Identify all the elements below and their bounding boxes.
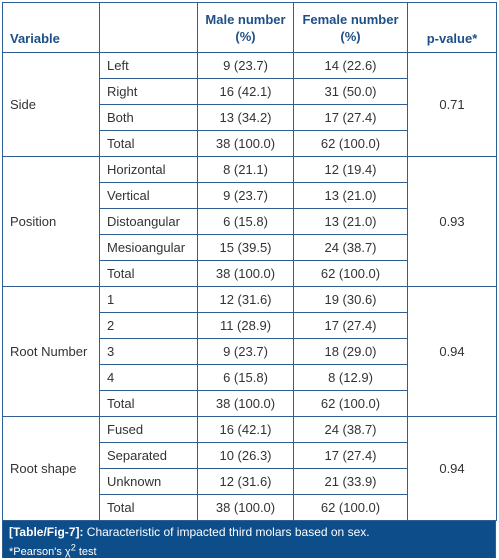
table-row (3, 287, 497, 313)
caption-ref: [Table/Fig-7]: (9, 525, 84, 539)
female-value: 19 (30.6) (294, 287, 408, 313)
caption-note-sup: 2 (70, 542, 76, 552)
male-value: 10 (26.3) (198, 443, 294, 469)
caption-note (9, 542, 97, 558)
group-name: Root shape (3, 417, 100, 521)
row-label: Horizontal (100, 157, 198, 183)
male-value: 6 (15.8) (198, 209, 294, 235)
group-pvalue: 0.94 (408, 287, 497, 417)
row-label: Total (100, 131, 198, 157)
row-label: Fused (100, 417, 198, 443)
female-value: 12 (19.4) (294, 157, 408, 183)
male-value: 9 (23.7) (198, 183, 294, 209)
header-pvalue: p-value* (408, 3, 497, 53)
group-pvalue: 0.71 (408, 53, 497, 157)
data-table (2, 2, 497, 521)
male-value: 38 (100.0) (198, 495, 294, 521)
row-label: 3 (100, 339, 198, 365)
caption-note-prefix: *Pearson's χ (9, 545, 71, 558)
caption-text: Characteristic of impacted third molars based on sex. (86, 525, 370, 539)
row-label: Distoangular (100, 209, 198, 235)
female-value: 62 (100.0) (294, 261, 408, 287)
male-value: 11 (28.9) (198, 313, 294, 339)
male-value: 9 (23.7) (198, 53, 294, 79)
female-value: 14 (22.6) (294, 53, 408, 79)
group-pvalue: 0.93 (408, 157, 497, 287)
female-value: 62 (100.0) (294, 391, 408, 417)
table-caption (2, 521, 496, 558)
header-variable: Variable (3, 3, 100, 53)
female-value: 17 (27.4) (294, 443, 408, 469)
male-value: 16 (42.1) (198, 417, 294, 443)
female-value: 62 (100.0) (294, 495, 408, 521)
male-value: 13 (34.2) (198, 105, 294, 131)
row-label: Total (100, 495, 198, 521)
row-label: Left (100, 53, 198, 79)
male-value: 38 (100.0) (198, 261, 294, 287)
row-label: Right (100, 79, 198, 105)
header-male-line2: (%) (235, 28, 256, 44)
header-blank (100, 3, 198, 53)
row-label: Mesioangular (100, 235, 198, 261)
female-value: 17 (27.4) (294, 313, 408, 339)
row-label: Vertical (100, 183, 198, 209)
table-row (3, 417, 497, 443)
row-label: Both (100, 105, 198, 131)
male-value: 9 (23.7) (198, 339, 294, 365)
female-value: 62 (100.0) (294, 131, 408, 157)
female-value: 24 (38.7) (294, 235, 408, 261)
row-label: Total (100, 261, 198, 287)
table-figure (2, 2, 496, 557)
group-name: Position (3, 157, 100, 287)
female-value: 18 (29.0) (294, 339, 408, 365)
male-value: 12 (31.6) (198, 469, 294, 495)
header-male-line1: Male number (205, 11, 286, 27)
row-label: Unknown (100, 469, 198, 495)
header-row (3, 3, 497, 53)
group-pvalue: 0.94 (408, 417, 497, 521)
female-value: 8 (12.9) (294, 365, 408, 391)
group-name: Root Number (3, 287, 100, 417)
table-row (3, 53, 497, 79)
row-label: 2 (100, 313, 198, 339)
male-value: 12 (31.6) (198, 287, 294, 313)
header-male (198, 3, 294, 53)
male-value: 38 (100.0) (198, 131, 294, 157)
row-label: Separated (100, 443, 198, 469)
male-value: 16 (42.1) (198, 79, 294, 105)
table-row (3, 157, 497, 183)
female-value: 13 (21.0) (294, 209, 408, 235)
female-value: 31 (50.0) (294, 79, 408, 105)
row-label: 4 (100, 365, 198, 391)
female-value: 21 (33.9) (294, 469, 408, 495)
header-female (294, 3, 408, 53)
row-label: 1 (100, 287, 198, 313)
male-value: 15 (39.5) (198, 235, 294, 261)
male-value: 8 (21.1) (198, 157, 294, 183)
header-female-line2: (%) (340, 28, 361, 44)
male-value: 38 (100.0) (198, 391, 294, 417)
female-value: 17 (27.4) (294, 105, 408, 131)
female-value: 13 (21.0) (294, 183, 408, 209)
female-value: 24 (38.7) (294, 417, 408, 443)
group-name: Side (3, 53, 100, 157)
caption-note-suffix: test (75, 545, 97, 558)
male-value: 6 (15.8) (198, 365, 294, 391)
row-label: Total (100, 391, 198, 417)
table-body (3, 53, 497, 521)
header-female-line1: Female number (302, 11, 399, 27)
